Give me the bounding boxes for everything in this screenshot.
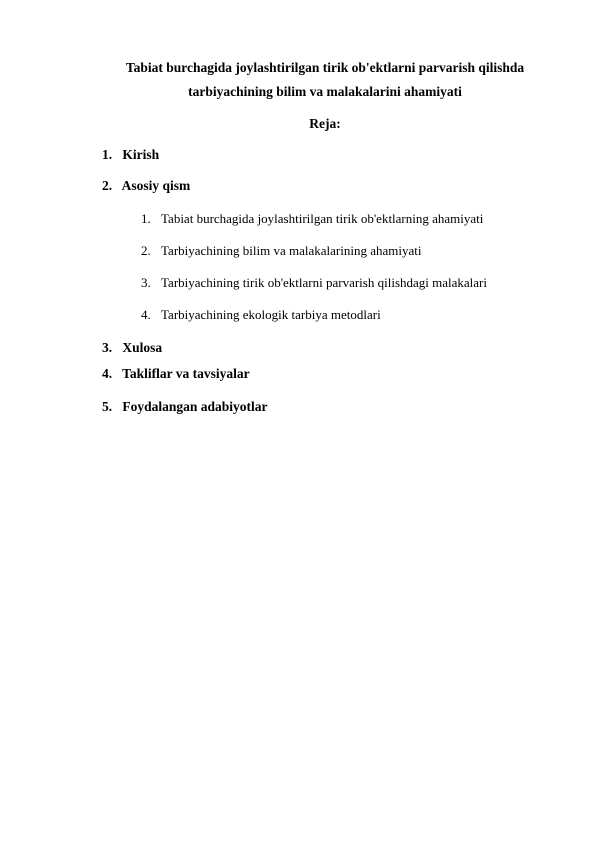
- list-item-label: Tarbiyachining bilim va malakalarining ahamiyati: [161, 243, 422, 258]
- list-number: 4.: [102, 366, 113, 381]
- list-item-label: Asosiy qism: [121, 178, 191, 193]
- sub-item-2: [141, 243, 421, 259]
- list-number: 1.: [141, 211, 151, 226]
- title-line-2: tarbiyachining bilim va malakalarini ahamiyati: [188, 84, 462, 99]
- list-item-label: Xulosa: [122, 340, 163, 355]
- plan-item-xulosa: [102, 340, 162, 356]
- list-number: 4.: [141, 307, 151, 322]
- list-item-label: Tarbiyachining ekologik tarbiya metodlari: [161, 307, 381, 322]
- list-item-label: Tabiat burchagida joylashtirilgan tirik ob'ektlarning ahamiyati: [161, 211, 484, 226]
- plan-item-adabiyotlar: [102, 399, 268, 415]
- plan-item-asosiy-qism: [102, 178, 190, 194]
- plan-item-kirish: [102, 147, 159, 163]
- list-number: 1.: [102, 147, 113, 162]
- list-number: 5.: [102, 399, 113, 414]
- sub-item-4: [141, 307, 381, 323]
- list-number: 2.: [141, 243, 151, 258]
- document-title: [100, 56, 550, 104]
- sub-item-1: [141, 211, 483, 227]
- list-item-label: Foydalangan adabiyotlar: [122, 399, 268, 414]
- list-number: 3.: [141, 275, 151, 290]
- list-number: 2.: [102, 178, 113, 193]
- plan-heading: Reja:: [309, 116, 341, 131]
- sub-item-3: [141, 275, 487, 291]
- list-item-label: Takliflar va tavsiyalar: [122, 366, 250, 381]
- plan-item-takliflar: [102, 366, 250, 382]
- title-line-1: Tabiat burchagida joylashtirilgan tirik ob'ektlarni parvarish qilishda: [125, 60, 525, 75]
- list-item-label: Tarbiyachining tirik ob'ektlarni parvarish qilishdagi malakalari: [161, 275, 487, 290]
- list-item-label: Kirish: [122, 147, 160, 162]
- list-number: 3.: [102, 340, 113, 355]
